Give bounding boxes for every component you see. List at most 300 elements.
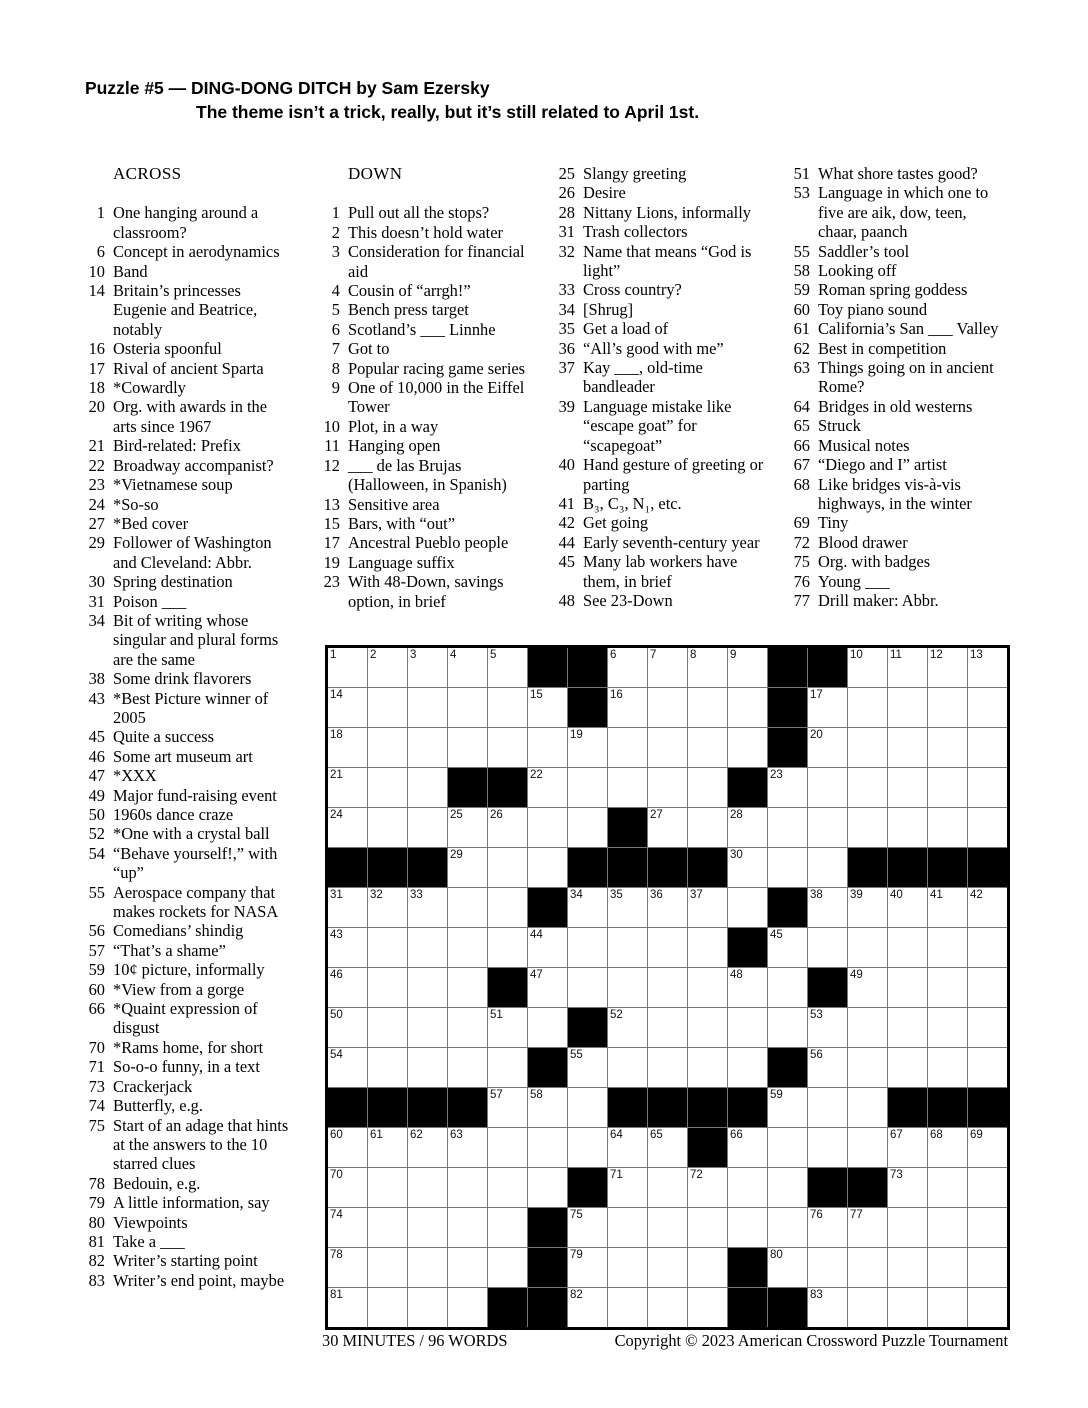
grid-cell <box>328 1048 367 1087</box>
clue <box>314 339 528 358</box>
grid-cell <box>648 968 687 1007</box>
clue-text: Saddler’s tool <box>818 241 910 261</box>
clue-number: 32 <box>558 241 575 261</box>
clue-number: 24 <box>88 494 105 514</box>
grid-cell <box>928 968 967 1007</box>
clue <box>314 378 528 417</box>
grid-cell-number: 70 <box>330 1169 343 1181</box>
grid-cell <box>728 648 767 687</box>
clue-text: Language mistake like “escape goat” for “scapegoat” <box>583 396 732 455</box>
grid-cell <box>928 1208 967 1247</box>
down-clues-column-2 <box>549 164 765 610</box>
grid-cell-number: 25 <box>450 809 463 821</box>
grid-cell-black <box>528 1048 567 1087</box>
grid-cell-number: 57 <box>490 1089 503 1101</box>
grid-cell-black <box>568 1008 607 1047</box>
grid-cell <box>928 928 967 967</box>
grid-cell <box>688 1248 727 1287</box>
grid-cell <box>528 808 567 847</box>
grid-cell-black <box>448 768 487 807</box>
grid-cell <box>328 648 367 687</box>
grid-cell <box>488 1208 527 1247</box>
grid-cell <box>488 888 527 927</box>
clue-text: Slangy greeting <box>583 164 687 183</box>
grid-cell <box>848 1208 887 1247</box>
clue <box>549 494 765 513</box>
grid-cell <box>368 728 407 767</box>
across-clue-list <box>79 203 293 1290</box>
grid-cell-number: 30 <box>730 849 743 861</box>
clue <box>784 300 1006 319</box>
clue-number: 43 <box>88 688 105 708</box>
grid-cell <box>448 1008 487 1047</box>
grid-cell-number: 44 <box>530 929 543 941</box>
grid-cell <box>848 888 887 927</box>
clue-number: 10 <box>323 416 340 436</box>
grid-cell-black <box>728 928 767 967</box>
clue <box>549 397 765 455</box>
grid-cell <box>808 768 847 807</box>
clue <box>79 1096 293 1115</box>
grid-cell <box>648 1208 687 1247</box>
clue-text: Concept in aerodynamics <box>113 242 280 262</box>
grid-cell-black <box>528 1208 567 1247</box>
clue-text: Kay ___, old-time bandleader <box>583 358 703 397</box>
grid-cell <box>808 1128 847 1167</box>
grid-cell <box>448 808 487 847</box>
clue-number: 44 <box>558 532 575 552</box>
grid-cell <box>888 648 927 687</box>
grid-cell <box>648 1008 687 1047</box>
grid-cell <box>728 1168 767 1207</box>
grid-cell <box>808 728 847 767</box>
grid-cell <box>328 928 367 967</box>
grid-cell <box>688 688 727 727</box>
footer-copyright: Copyright © 2023 American Crossword Puzzle Tournament <box>614 1331 1008 1350</box>
grid-cell-black <box>888 1088 927 1127</box>
clue <box>549 455 765 494</box>
clue-number: 7 <box>331 339 340 359</box>
grid-cell <box>728 688 767 727</box>
footer <box>322 1331 1008 1350</box>
clue-text: Roman spring goddess <box>818 280 968 300</box>
grid-cell <box>968 928 1007 967</box>
grid-cell <box>408 688 447 727</box>
clue-text: Bridges in old westerns <box>818 396 973 416</box>
clue-text: *Rams home, for short <box>113 1037 264 1057</box>
grid-cell-black <box>808 648 847 687</box>
clue-number: 56 <box>88 921 105 941</box>
grid-cell <box>768 1248 807 1287</box>
clue-number: 25 <box>558 164 575 183</box>
clue <box>79 592 293 611</box>
grid-cell <box>528 928 567 967</box>
clue-text: Bedouin, e.g. <box>113 1173 201 1193</box>
grid-cell <box>408 1208 447 1247</box>
clue-number: 59 <box>88 960 105 980</box>
clue-text: Major fund-raising event <box>113 785 277 805</box>
clue-number: 65 <box>793 416 810 436</box>
grid-cell <box>448 848 487 887</box>
clue <box>79 378 293 397</box>
clue-number: 34 <box>558 299 575 319</box>
clue-number: 39 <box>558 396 575 416</box>
clue-number: 60 <box>88 979 105 999</box>
clue-text: Musical notes <box>818 435 910 455</box>
grid-cell <box>688 1048 727 1087</box>
grid-cell-number: 69 <box>970 1129 983 1141</box>
down-clues-column-3 <box>784 164 1006 610</box>
grid-cell <box>408 808 447 847</box>
clue-text: Org. with awards in the arts since 1967 <box>113 397 268 436</box>
grid-cell-number: 36 <box>650 889 663 901</box>
clue-text: Best in competition <box>818 338 947 358</box>
clue-number: 61 <box>793 319 810 339</box>
grid-cell-black <box>528 888 567 927</box>
grid-cell-number: 40 <box>890 889 903 901</box>
clue-number: 29 <box>88 533 105 553</box>
grid-cell <box>728 728 767 767</box>
clue-text: “Behave yourself!,” with “up” <box>113 843 278 883</box>
grid-cell <box>448 648 487 687</box>
grid-cell-black <box>408 1088 447 1127</box>
clue-text: *Quaint expression of disgust <box>113 999 258 1038</box>
clue-number: 66 <box>793 435 810 455</box>
clue-number: 73 <box>88 1076 105 1096</box>
grid-cell <box>808 888 847 927</box>
clue-number: 5 <box>331 300 340 320</box>
clue-number: 16 <box>88 339 105 359</box>
clue <box>549 164 765 183</box>
grid-cell <box>968 1008 1007 1047</box>
clue-text: *Vietnamese soup <box>113 475 233 495</box>
clue-text: Band <box>113 261 148 281</box>
grid-cell <box>888 928 927 967</box>
clue <box>79 611 293 669</box>
grid-cell <box>568 808 607 847</box>
grid-cell <box>608 1208 647 1247</box>
clue-text: Crackerjack <box>113 1076 193 1096</box>
grid-cell <box>888 768 927 807</box>
clue-number: 76 <box>793 571 810 591</box>
grid-cell <box>648 1048 687 1087</box>
grid-cell <box>368 648 407 687</box>
grid-cell <box>848 1288 887 1327</box>
clue-text: Hanging open <box>348 436 441 456</box>
clue-number: 11 <box>324 436 340 456</box>
clue <box>79 689 293 728</box>
grid-cell <box>968 768 1007 807</box>
clue-text: Ancestral Pueblo people <box>348 533 509 553</box>
grid-cell <box>808 848 847 887</box>
grid-cell <box>488 728 527 767</box>
clue-number: 75 <box>88 1115 105 1135</box>
clue <box>79 727 293 746</box>
grid-cell-black <box>768 728 807 767</box>
grid-cell-number: 4 <box>450 649 457 661</box>
grid-cell <box>368 1208 407 1247</box>
clue-number: 10 <box>88 261 105 281</box>
grid-cell <box>888 808 927 847</box>
grid-cell <box>488 648 527 687</box>
clue-number: 47 <box>88 766 105 786</box>
grid-cell <box>488 1088 527 1127</box>
clue <box>79 475 293 494</box>
grid-cell-number: 12 <box>930 649 943 661</box>
grid-cell <box>488 1168 527 1207</box>
grid-cell-black <box>768 1288 807 1327</box>
clue <box>79 999 293 1038</box>
grid-cell-number: 38 <box>810 889 823 901</box>
grid-cell <box>488 1248 527 1287</box>
clue-text: Blood drawer <box>818 532 908 552</box>
grid-cell-number: 18 <box>330 729 343 741</box>
grid-cell <box>848 1008 887 1047</box>
clue <box>79 262 293 281</box>
grid-cell <box>768 1128 807 1167</box>
grid-cell-number: 56 <box>810 1049 823 1061</box>
grid-cell <box>448 928 487 967</box>
across-clues-column <box>79 164 293 1290</box>
clue-text: One hanging around a classroom? <box>113 203 259 242</box>
grid-cell <box>328 1008 367 1047</box>
clue-number: 52 <box>88 824 105 844</box>
grid-cell-number: 11 <box>890 649 902 661</box>
clue <box>784 339 1006 358</box>
clue <box>79 941 293 960</box>
grid-cell-number: 39 <box>850 889 863 901</box>
clue-text: A little information, say <box>113 1193 270 1213</box>
grid-cell <box>648 1168 687 1207</box>
grid-cell <box>728 808 767 847</box>
clue-text: With 48-Down, savings option, in brief <box>348 572 504 611</box>
clue-number: 64 <box>793 396 810 416</box>
clue-text: Broadway accompanist? <box>113 455 274 475</box>
grid-cell-number: 47 <box>530 969 543 981</box>
grid-cell <box>328 968 367 1007</box>
clue <box>314 436 528 455</box>
grid-cell <box>968 1168 1007 1207</box>
clue-text: Many lab workers have them, in brief <box>583 552 738 591</box>
grid-cell <box>528 1168 567 1207</box>
grid-cell-number: 66 <box>730 1129 743 1141</box>
grid-cell-number: 68 <box>930 1129 943 1141</box>
grid-cell-black <box>368 848 407 887</box>
grid-cell <box>688 728 727 767</box>
grid-cell <box>688 928 727 967</box>
grid-cell-number: 17 <box>810 689 823 701</box>
clue-text: Name that means “God is light” <box>583 241 752 281</box>
grid-cell <box>808 1088 847 1127</box>
grid-cell <box>768 1088 807 1127</box>
grid-cell <box>608 768 647 807</box>
grid-cell <box>848 688 887 727</box>
clue-number: 26 <box>558 183 575 203</box>
grid-cell-number: 53 <box>810 1009 823 1021</box>
clue <box>784 183 1006 241</box>
clue <box>79 921 293 940</box>
clue-number: 46 <box>88 746 105 766</box>
clue-text: Popular racing game series <box>348 358 526 378</box>
clue-text: Some drink flavorers <box>113 669 252 689</box>
clue-number: 69 <box>793 513 810 533</box>
grid-cell-number: 20 <box>810 729 823 741</box>
clue <box>314 417 528 436</box>
grid-cell <box>968 648 1007 687</box>
clue-text: Britain’s princesses Eugenie and Beatrice, notably <box>113 281 258 339</box>
clue-number: 31 <box>558 222 575 242</box>
grid-cell <box>928 1168 967 1207</box>
grid-cell <box>568 1048 607 1087</box>
clue-number: 80 <box>88 1212 105 1232</box>
clue-text: Get going <box>583 513 649 533</box>
clue-text: Some art museum art <box>113 746 253 766</box>
clue-number: 72 <box>793 532 810 552</box>
clue <box>784 455 1006 474</box>
grid-cell <box>488 808 527 847</box>
grid-cell <box>328 1248 367 1287</box>
clue <box>784 436 1006 455</box>
grid-cell-number: 42 <box>970 889 983 901</box>
grid-cell-number: 64 <box>610 1129 623 1141</box>
grid-cell <box>568 1128 607 1167</box>
grid-cell <box>568 728 607 767</box>
grid-cell-number: 76 <box>810 1209 823 1221</box>
grid-cell <box>968 1208 1007 1247</box>
grid-cell <box>408 1288 447 1327</box>
grid-cell-number: 73 <box>890 1169 903 1181</box>
clue-number: 23 <box>88 475 105 495</box>
grid-cell <box>728 1128 767 1167</box>
clue-number: 83 <box>88 1270 105 1290</box>
clue <box>314 359 528 378</box>
clue <box>314 456 528 495</box>
grid-cell <box>808 1208 847 1247</box>
grid-cell-black <box>328 1088 367 1127</box>
clue-number: 71 <box>88 1057 105 1077</box>
grid-cell-number: 16 <box>610 689 623 701</box>
grid-cell <box>608 1168 647 1207</box>
clue <box>79 456 293 475</box>
clue-text: *View from a gorge <box>113 979 245 999</box>
grid-cell-number: 52 <box>610 1009 623 1021</box>
clue <box>314 320 528 339</box>
grid-cell <box>728 1208 767 1247</box>
grid-cell <box>888 1208 927 1247</box>
grid-cell-number: 8 <box>690 649 697 661</box>
grid-cell <box>728 1048 767 1087</box>
grid-cell <box>408 1128 447 1167</box>
grid-cell-black <box>488 968 527 1007</box>
clue-number: 30 <box>88 572 105 592</box>
grid-cell <box>848 1088 887 1127</box>
grid-cell-number: 43 <box>330 929 343 941</box>
clue-number: 36 <box>558 338 575 358</box>
grid-cell <box>448 888 487 927</box>
clue-number: 22 <box>88 455 105 475</box>
clue-number: 37 <box>558 358 575 378</box>
clue-text: “All’s good with me” <box>583 338 724 358</box>
grid-cell-number: 29 <box>450 849 463 861</box>
clue <box>314 281 528 300</box>
clue <box>314 495 528 514</box>
grid-cell <box>608 1048 647 1087</box>
clue-number: 48 <box>558 590 575 610</box>
clue-number: 20 <box>88 397 105 417</box>
grid-cell <box>768 848 807 887</box>
grid-cell <box>848 768 887 807</box>
grid-cell <box>408 768 447 807</box>
grid-cell <box>688 808 727 847</box>
grid-cell <box>528 768 567 807</box>
grid-cell-black <box>408 848 447 887</box>
grid-cell-black <box>968 848 1007 887</box>
clue <box>79 359 293 378</box>
clue <box>79 980 293 999</box>
clue-text: *XXX <box>113 766 157 786</box>
clue-number: 4 <box>331 281 340 301</box>
clue <box>549 339 765 358</box>
grid-cell-number: 33 <box>410 889 423 901</box>
grid-cell-number: 63 <box>450 1129 463 1141</box>
grid-cell <box>328 1168 367 1207</box>
clue <box>784 416 1006 435</box>
grid-cell <box>848 808 887 847</box>
clue <box>549 358 765 397</box>
clue-text: 10¢ picture, informally <box>113 960 265 980</box>
clue-number: 67 <box>793 455 810 475</box>
clue <box>784 552 1006 571</box>
clue <box>79 397 293 436</box>
clue-number: 55 <box>793 241 810 261</box>
clue <box>79 514 293 533</box>
clue <box>314 533 528 552</box>
grid-cell <box>328 728 367 767</box>
clue <box>784 164 1006 183</box>
grid-cell-black <box>688 1088 727 1127</box>
grid-cell-number: 71 <box>610 1169 623 1181</box>
grid-cell <box>568 768 607 807</box>
grid-cell <box>328 888 367 927</box>
grid-cell <box>608 1128 647 1167</box>
grid-cell <box>648 928 687 967</box>
grid-cell-number: 54 <box>330 1049 343 1061</box>
grid-cell-number: 60 <box>330 1129 343 1141</box>
clue-number: 34 <box>88 610 105 630</box>
clue-number: 33 <box>558 280 575 300</box>
grid-cell <box>648 648 687 687</box>
grid-cell-number: 78 <box>330 1249 343 1261</box>
grid-cell <box>768 1208 807 1247</box>
grid-cell <box>568 1088 607 1127</box>
clue-text: Struck <box>818 416 861 436</box>
grid-cell <box>608 888 647 927</box>
clue <box>784 319 1006 338</box>
clue-number: 6 <box>331 319 340 339</box>
clue-text: Plot, in a way <box>348 416 439 436</box>
grid-cell <box>448 688 487 727</box>
clue-text: Bars, with “out” <box>348 513 455 533</box>
grid-cell <box>408 648 447 687</box>
clue-number: 28 <box>558 202 575 222</box>
grid-cell-number: 49 <box>850 969 863 981</box>
grid-cell-number: 59 <box>770 1089 783 1101</box>
clue-text: “Diego and I” artist <box>818 455 947 475</box>
clue-number: 58 <box>793 261 810 281</box>
clue-text: So-o-o funny, in a text <box>113 1057 260 1077</box>
grid-cell <box>328 688 367 727</box>
clue-text: One of 10,000 in the Eiffel Tower <box>348 378 525 417</box>
